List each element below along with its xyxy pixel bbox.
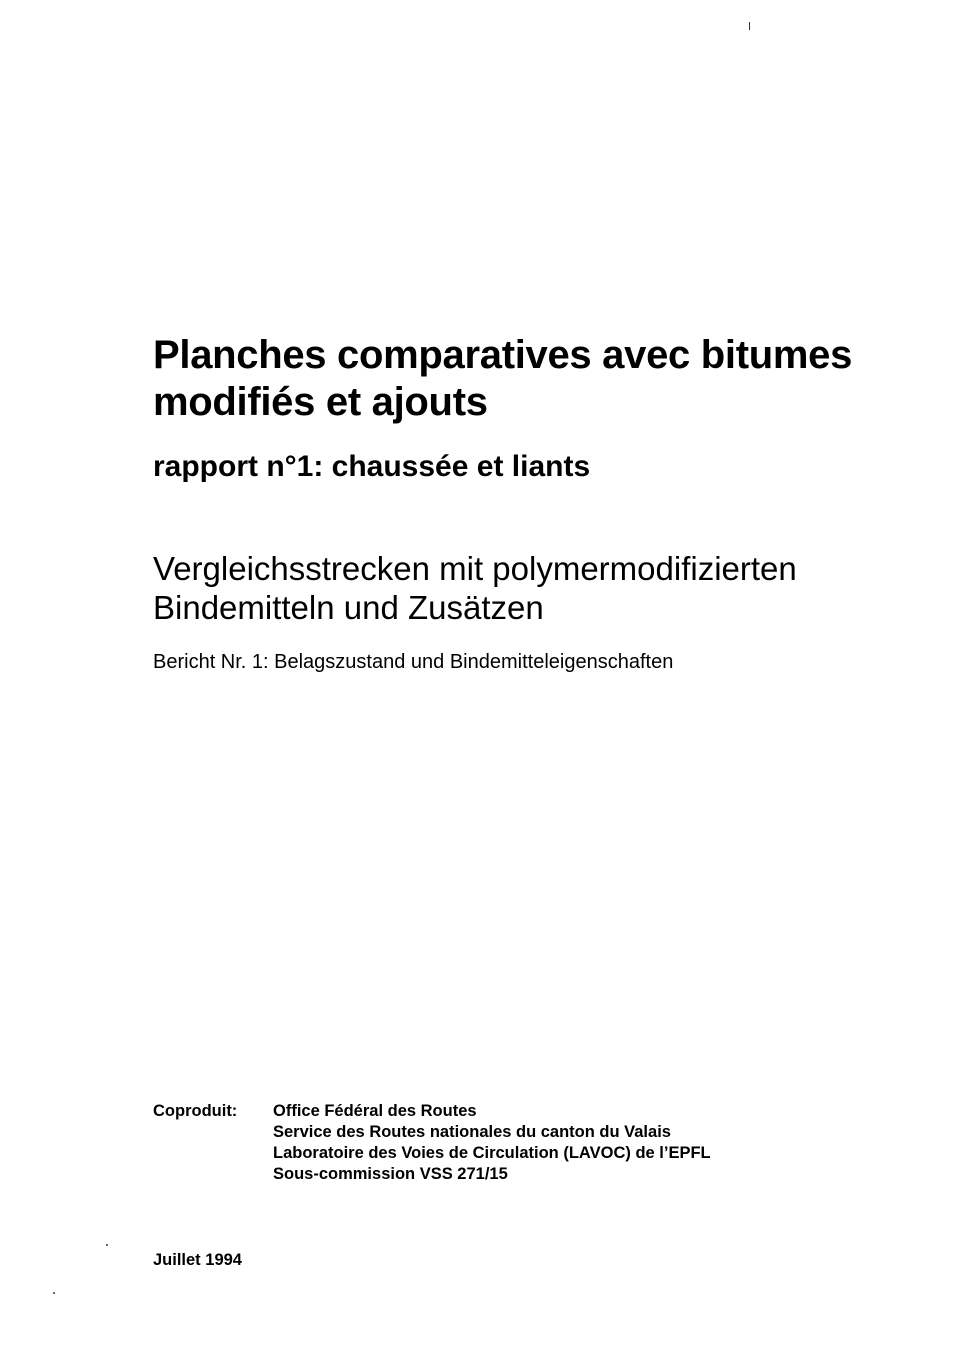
scan-speck [106, 1244, 108, 1246]
french-title-line-2: modifiés et ajouts [153, 380, 488, 424]
german-title [153, 549, 953, 627]
german-title-line-2: Bindemitteln und Zusätzen [153, 589, 544, 626]
french-subtitle: rapport n°1: chaussée et liants [153, 450, 591, 483]
coproducer-item: Laboratoire des Voies de Circulation (LAVOC) de l’EPFL [273, 1144, 711, 1162]
scan-speck [749, 22, 750, 30]
coproduction-block [153, 1101, 933, 1185]
coproducer-item: Office Fédéral des Routes [273, 1102, 477, 1120]
german-subtitle: Bericht Nr. 1: Belagszustand und Bindemitteleigenschaften [153, 651, 674, 673]
coproducer-item: Sous-commission VSS 271/15 [273, 1165, 508, 1183]
french-title [153, 332, 953, 426]
coproducer-item: Service des Routes nationales du canton du Valais [273, 1123, 671, 1141]
coproduction-label: Coproduit: [153, 1102, 238, 1120]
publication-date: Juillet 1994 [153, 1251, 242, 1269]
scan-speck [53, 1292, 55, 1294]
coproduction-list [273, 1101, 711, 1185]
french-title-line-1: Planches comparatives avec bitumes [153, 333, 853, 377]
german-title-line-1: Vergleichsstrecken mit polymermodifizierten [153, 550, 797, 587]
